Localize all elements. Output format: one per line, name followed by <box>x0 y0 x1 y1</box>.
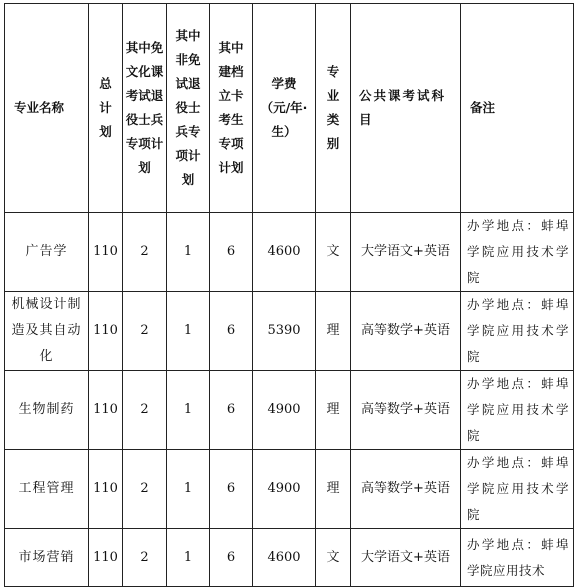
category-cell: 文 <box>316 213 351 292</box>
remark-cell: 办学地点：蚌埠学院应用技术学院 <box>461 213 574 292</box>
total-plan-cell: 110 <box>89 213 123 292</box>
exam-subjects-cell: 高等数学+英语 <box>351 450 461 529</box>
total-plan-cell: 110 <box>89 292 123 371</box>
tuition-cell: 4600 <box>253 529 316 587</box>
major-name-cell: 市场营销 <box>5 529 89 587</box>
enrollment-plan-table <box>4 3 574 587</box>
header-total-plan <box>89 4 123 213</box>
exempt-plan-cell: 2 <box>123 450 167 529</box>
non-exempt-plan-cell: 1 <box>167 450 210 529</box>
major-name-cell: 工程管理 <box>5 450 89 529</box>
exam-subjects-cell: 大学语文+英语 <box>351 213 461 292</box>
header-exempt-culture-plan-text: 其中免文化课考试退役士兵专项计划 <box>125 40 164 175</box>
header-exempt-culture-plan <box>123 4 167 213</box>
table-row <box>5 292 574 371</box>
header-exam-subjects-text: 公共课考试科目 <box>359 88 447 127</box>
header-non-exempt-plan-text: 其中非免试退役士兵专项计划 <box>175 28 201 187</box>
poverty-plan-cell: 6 <box>210 371 253 450</box>
exam-subjects-cell: 高等数学+英语 <box>351 292 461 371</box>
non-exempt-plan-cell: 1 <box>167 213 210 292</box>
table-header-row <box>5 4 574 213</box>
header-remarks: 备注 <box>461 4 574 213</box>
major-name-cell: 广告学 <box>5 213 89 292</box>
tuition-cell: 4900 <box>253 450 316 529</box>
exam-subjects-cell: 高等数学+英语 <box>351 371 461 450</box>
header-category <box>316 4 351 213</box>
major-name-cell <box>5 292 89 371</box>
category-cell: 理 <box>316 450 351 529</box>
header-non-exempt-plan <box>167 4 210 213</box>
table-row <box>5 529 574 587</box>
non-exempt-plan-cell: 1 <box>167 529 210 587</box>
poverty-plan-cell: 6 <box>210 529 253 587</box>
table-row <box>5 450 574 529</box>
tuition-cell: 4900 <box>253 371 316 450</box>
header-poverty-card-plan-text: 其中建档立卡考生专项计划 <box>218 40 244 175</box>
header-total-plan-text: 总计划 <box>99 76 112 139</box>
major-name-cell: 生物制药 <box>5 371 89 450</box>
remark-cell: 办学地点：蚌埠学院应用技术学院 <box>461 450 574 529</box>
header-poverty-card-plan <box>210 4 253 213</box>
table-row <box>5 371 574 450</box>
tuition-cell: 4600 <box>253 213 316 292</box>
poverty-plan-cell: 6 <box>210 213 253 292</box>
header-category-text: 专业类别 <box>326 64 340 151</box>
non-exempt-plan-cell: 1 <box>167 371 210 450</box>
poverty-plan-cell: 6 <box>210 292 253 371</box>
remark-cell: 办学地点：蚌埠学院应用技术学院 <box>461 292 574 371</box>
header-major-name: 专业名称 <box>5 4 89 213</box>
category-cell: 理 <box>316 292 351 371</box>
total-plan-cell: 110 <box>89 371 123 450</box>
exempt-plan-cell: 2 <box>123 371 167 450</box>
exempt-plan-cell: 2 <box>123 213 167 292</box>
exempt-plan-cell: 2 <box>123 292 167 371</box>
category-cell: 文 <box>316 529 351 587</box>
remark-cell: 办学地点：蚌埠学院应用技术 <box>461 529 574 587</box>
major-name-text: 机械设计制造及其自动化 <box>11 297 82 364</box>
remark-cell: 办学地点：蚌埠学院应用技术学院 <box>461 371 574 450</box>
header-exam-subjects <box>351 4 461 213</box>
tuition-cell: 5390 <box>253 292 316 371</box>
header-tuition <box>253 4 316 213</box>
exempt-plan-cell: 2 <box>123 529 167 587</box>
non-exempt-plan-cell: 1 <box>167 292 210 371</box>
header-tuition-text: 学费（元/年·生） <box>260 76 308 139</box>
category-cell: 理 <box>316 371 351 450</box>
total-plan-cell: 110 <box>89 450 123 529</box>
total-plan-cell: 110 <box>89 529 123 587</box>
exam-subjects-cell: 大学语文+英语 <box>351 529 461 587</box>
poverty-plan-cell: 6 <box>210 450 253 529</box>
table-row <box>5 213 574 292</box>
